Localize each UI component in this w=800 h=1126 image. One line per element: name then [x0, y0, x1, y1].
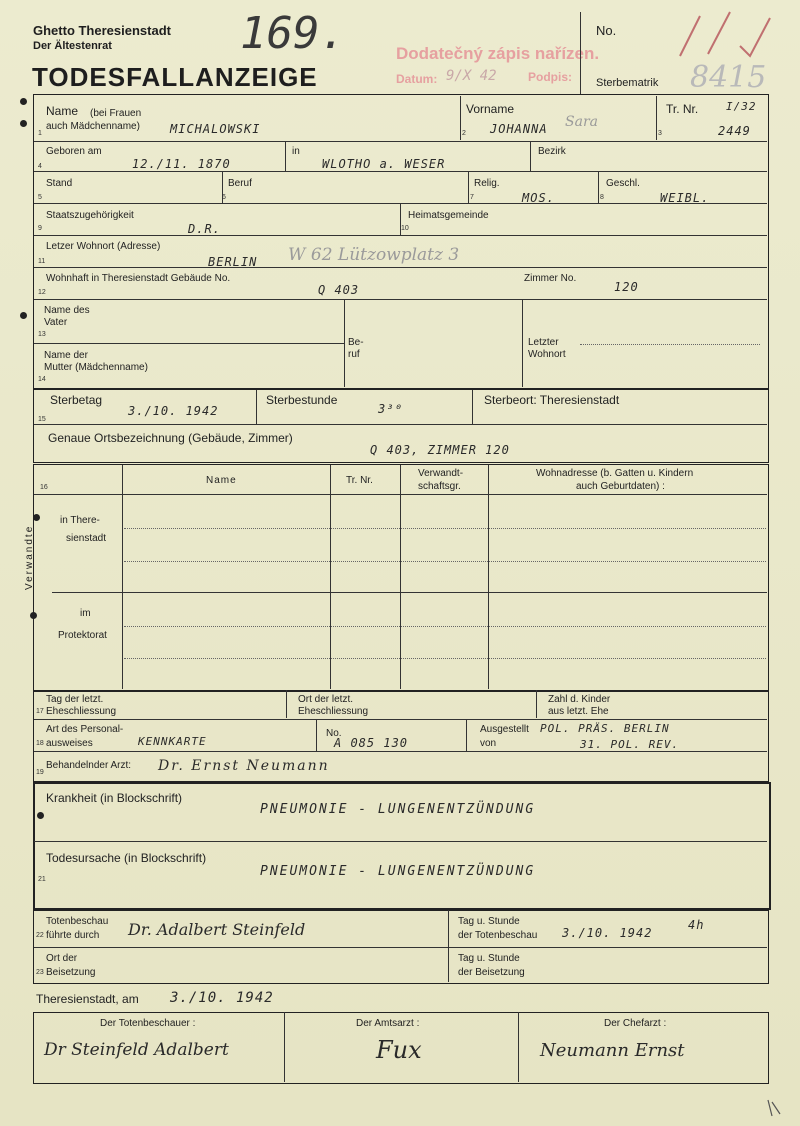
stamp-datum-value: 9/X 42 [446, 68, 497, 84]
letzter-label2: Wohnort [528, 349, 566, 360]
in-label: in [292, 146, 300, 157]
marriage-tag-label2: Eheschliessung [46, 706, 117, 717]
trnr-value: 2449 [718, 124, 751, 138]
wohnort-label: Letzer Wohnort (Adresse) [46, 241, 161, 252]
relig-value: MOS. [522, 191, 555, 205]
trnr-label: Tr. Nr. [666, 102, 699, 116]
sig1-value: Dr Steinfeld Adalbert [44, 1040, 229, 1060]
row2-label1: im [80, 608, 91, 619]
marriage-kinder-label1: Zahl d. Kinder [548, 694, 611, 705]
beruf-label: Beruf [228, 178, 252, 189]
beisetzung-tag-label2: der Beisetzung [458, 967, 525, 978]
arzt-label: Behandelnder Arzt: [46, 760, 132, 771]
ausgestellt-value1: POL. PRÄS. BERLIN [540, 722, 670, 735]
vater-label1: Name des [44, 305, 90, 316]
gebaeude-value: Q 403 [318, 283, 360, 297]
in-value: WLOTHO a. WESER [322, 157, 446, 171]
sterbeort-label: Sterbeort: Theresienstadt [484, 393, 620, 407]
wohnort-pencil: W 62 Lützowplatz 3 [288, 245, 460, 265]
corner-pencil: 8415 [690, 60, 767, 95]
name-label-sub2: auch Mädchenname) [46, 121, 140, 132]
letzter-label1: Letzter [528, 337, 559, 348]
marriage-ort-label2: Eheschliessung [298, 706, 369, 717]
org-line1: Ghetto Theresienstadt [33, 23, 171, 38]
place-label: Theresienstadt, am [36, 992, 139, 1006]
name-label: Name [46, 104, 79, 118]
corner-mark-icon [764, 1096, 788, 1120]
arzt-value: Dr. Ernst Neumann [158, 758, 330, 774]
vorname-value: JOHANNA [490, 122, 548, 136]
ursache-value: PNEUMONIE - LUNGENENTZÜNDUNG [260, 864, 536, 879]
beruf2-label1: Be- [348, 337, 364, 348]
col-verw1: Verwandt- [418, 468, 464, 479]
id-art-value: KENNKARTE [138, 735, 207, 748]
geschl-label: Geschl. [606, 178, 640, 189]
marriage-tag-label1: Tag der letzt. [46, 694, 104, 705]
sig2-value: Fux [376, 1036, 422, 1064]
col-wohn2: auch Geburtdaten) : [576, 481, 665, 492]
geschl-value: WEIBL. [660, 191, 710, 205]
stamp-podpis-label: Podpis: [528, 70, 572, 84]
sig1-label: Der Totenbeschauer : [100, 1018, 196, 1029]
relig-label: Relig. [474, 178, 500, 189]
trnr-value-top: I/32 [726, 100, 757, 113]
gebaeude-label: Wohnhaft in Theresienstadt Gebäude No. [46, 273, 231, 284]
zimmer-value: 120 [614, 280, 639, 294]
vorname-label: Vorname [466, 102, 515, 116]
mutter-label1: Name der [44, 350, 88, 361]
beisetzung-tag-label1: Tag u. Stunde [458, 953, 520, 964]
sterbestunde-label: Sterbestunde [266, 393, 338, 407]
handwritten-number: 169. [240, 8, 346, 59]
staat-value: D.R. [188, 222, 221, 236]
vater-label2: Vater [44, 317, 68, 328]
place-date: 3./10. 1942 [170, 990, 274, 1006]
tagstunde-label1: Tag u. Stunde [458, 916, 520, 927]
beisetzung-ort-label2: Beisetzung [46, 967, 96, 978]
row1-label2: sienstadt [66, 533, 107, 544]
col-trnr: Tr. Nr. [346, 475, 373, 486]
marriage-kinder-label2: aus letzt. Ehe [548, 706, 609, 717]
col-wohn1: Wohnadresse (b. Gatten u. Kindern [536, 468, 694, 479]
name-value: MICHALOWSKI [170, 122, 261, 136]
tagstunde-value: 3./10. 1942 [562, 926, 653, 940]
ortsbez-value: Q 403, ZIMMER 120 [370, 443, 510, 457]
ursache-label: Todesursache (in Blockschrift) [46, 851, 207, 865]
punch-hole [20, 312, 27, 319]
col-name: Name [206, 475, 237, 486]
marriage-ort-label1: Ort der letzt. [298, 694, 354, 705]
sterbetag-value: 3./10. 1942 [128, 404, 219, 418]
beschau-label2: führte durch [46, 930, 100, 941]
ortsbez-label: Genaue Ortsbezeichnung (Gebäude, Zimmer) [48, 431, 293, 445]
sig3-label: Der Chefarzt : [604, 1018, 667, 1029]
sterbetag-label: Sterbetag [50, 393, 103, 407]
ausgestellt-value2: 31. POL. REV. [580, 738, 680, 751]
beschau-value: Dr. Adalbert Steinfeld [128, 920, 306, 939]
beisetzung-ort-label1: Ort der [46, 953, 78, 964]
id-no-label: No. [326, 728, 342, 739]
ausgestellt-label1: Ausgestellt [480, 724, 529, 735]
geboren-value: 12./11. 1870 [132, 157, 231, 171]
stand-label: Stand [46, 178, 73, 189]
sterbestunde-value: 3³⁰ [378, 402, 403, 416]
sig3-value: Neumann Ernst [540, 1040, 685, 1061]
punch-hole [20, 120, 27, 127]
mutter-label2: Mutter (Mädchenname) [44, 362, 148, 373]
geboren-label: Geboren am [46, 146, 102, 157]
org-line2: Der Ältestenrat [33, 40, 112, 52]
tagstunde-hour: 4h [688, 918, 705, 932]
vorname-pencil: Sara [565, 114, 598, 130]
beruf2-label2: ruf [348, 349, 360, 360]
id-art-label2: ausweises [46, 738, 93, 749]
beschau-label1: Totenbeschau [46, 916, 109, 927]
id-no-value: A 085 130 [334, 736, 409, 750]
tagstunde-label2: der Totenbeschau [458, 930, 538, 941]
form-title: TODESFALLANZEIGE [32, 62, 318, 92]
krankheit-label: Krankheit (in Blockschrift) [46, 791, 183, 805]
name-label-sub1: (bei Frauen [90, 108, 142, 119]
col-verw2: schaftsgr. [418, 481, 461, 492]
heimat-label: Heimatsgemeinde [408, 210, 489, 221]
staat-label: Staatszugehörigkeit [46, 210, 134, 221]
relatives-side-label: Verwandte [24, 524, 35, 590]
row1-label1: in There- [60, 515, 100, 526]
ausgestellt-label2: von [480, 738, 497, 749]
id-art-label1: Art des Personal- [46, 724, 124, 735]
krankheit-value: PNEUMONIE - LUNGENENTZÜNDUNG [260, 802, 536, 817]
row2-label2: Protektorat [58, 630, 107, 641]
sig2-label: Der Amtsarzt : [356, 1018, 420, 1029]
wohnort-value: BERLIN [208, 255, 258, 269]
pencil-mark-icon [670, 6, 780, 66]
no-label: No. [596, 23, 617, 38]
sterbematrik-label: Sterbematrik [596, 77, 659, 89]
document-page: Ghetto Theresienstadt Der Ältestenrat TODESFALLANZEIGE 169. Dodatečný zápis nařízen. Datum: 9/X 42 Podpis: No. Sterbematrik 8415 Name (bei Frauen auch Mädchenname) MICHALOWSKI Vorname JOHANNA Sara Tr. Nr. I/32 2449 1 2 3 Geboren am 12./11. 1870 in WLOTHO a. WESER Bezirk 4 Stand Beruf Relig. MOS. Geschl. WEIBL. 5 6 7 8 Staatszugehörigkeit D.R. Heimatsgemeinde 9 10 Letzer Wohnort (Adresse) BERLIN W 62 Lützowplatz 3 11 Wohnhaft in Theresienstadt Gebäude No. Q 403 Zimmer No. 120 12 Name des Vater 13 Name der Mutter (Mädchenname) 14 Be- ruf Letzter Wohnort Sterbetag 3./10. 1942 Sterbestunde 3³⁰ Sterbeort: Theresienstadt 15 Genaue Ortsbezeichnung (Gebäude, Zimmer) Q 403, ZIMMER 120 16 Name Tr. Nr. Verwandt- schaftsgr. Wohnadresse (b. Gatten u. Kindern auch Geburtdaten) : Verwandte in There- sienstadt im Protektorat Tag der letzt. Eheschliessung 17 Ort der letzt. Eheschliessung Zahl d. Kinder aus letzt. Ehe Art des Personal- ausweises 18 KENNKARTE No. A 085 130 Ausgestellt von POL. PRÄS. BERLIN 31. POL. REV. Behandelnder Arzt: 19 Dr. Ernst Neumann Krankheit (in Blockschrift) PNEUMONIE - LUNGENENTZÜNDUNG Todesursache (in Blockschrift) PNEUMONIE - LUNGENENTZÜNDUNG 21 Totenbeschau führte durch 22 Dr. Adalbert Steinfeld Tag u. Stunde der Totenbeschau 3./10. 1942 4h Ort der Beisetzung 23 Tag u. Stunde der Beisetzung Theresienstadt, am 3./10. 1942 Der Totenbeschauer : Der Amtsarzt : Der Chefarzt : Dr Steinfeld Adalbert Fux Neumann Ernst [0, 0, 800, 1126]
punch-hole [20, 98, 27, 105]
stamp-line1: Dodatečný zápis nařízen. [396, 44, 600, 63]
stamp-datum-label: Datum: [396, 72, 438, 86]
zimmer-label: Zimmer No. [524, 273, 577, 284]
bezirk-label: Bezirk [538, 146, 566, 157]
